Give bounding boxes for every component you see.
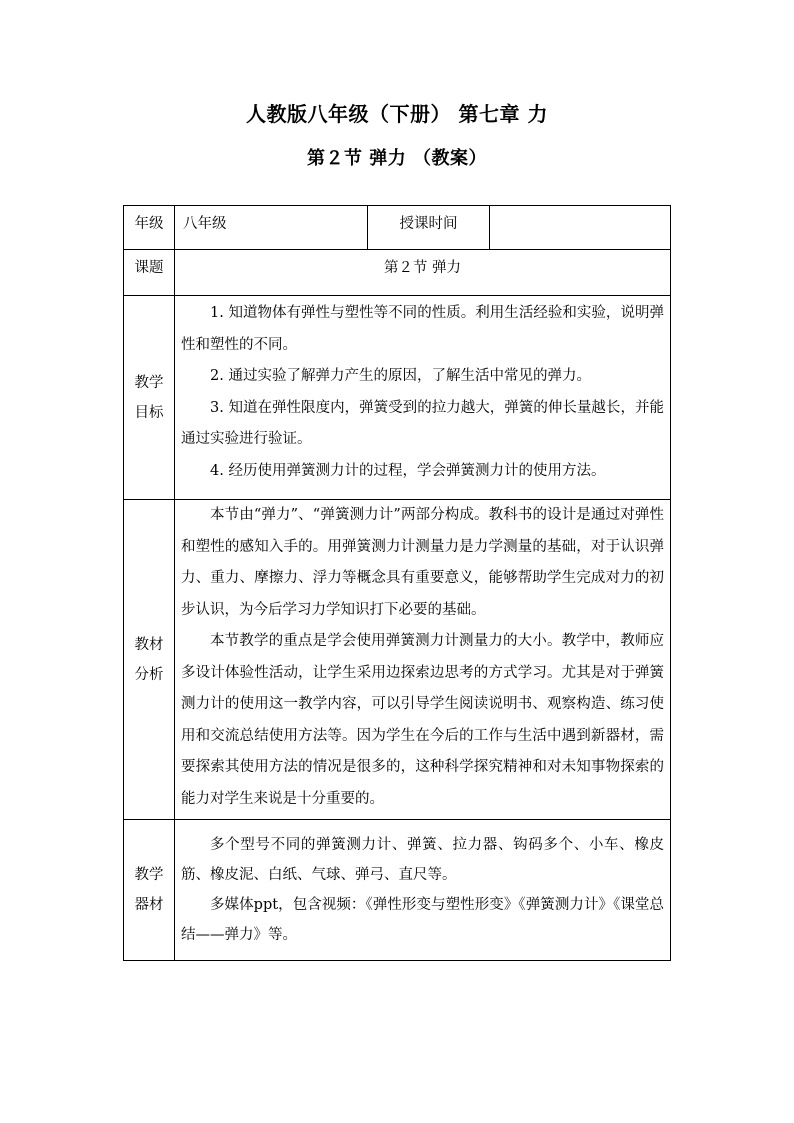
materials-cell <box>175 820 671 961</box>
class-time-label: 授课时间 <box>368 206 490 250</box>
grade-value: 八年级 <box>175 206 368 250</box>
analysis-cell <box>175 500 671 820</box>
class-time-value <box>490 206 671 250</box>
materials-label-text: 教学器材 <box>134 867 164 913</box>
materials-label <box>124 820 175 961</box>
goal-item: 3. 知道在弹性限度内，弹簧受到的拉力越大，弹簧的伸长量越长，并能通过实验进行验证。 <box>181 399 664 447</box>
goal-item: 4. 经历使用弹簧测力计的过程，学会弹簧测力计的使用方法。 <box>210 462 606 479</box>
goals-cell <box>175 296 671 500</box>
table-row-topic <box>124 250 671 296</box>
table-row-grade <box>124 206 671 250</box>
goal-item: 2. 通过实验了解弹力产生的原因，了解生活中常见的弹力。 <box>210 368 591 384</box>
materials-paragraph: 多个型号不同的弹簧测力计、弹簧、拉力器、钩码多个、小车、橡皮筋、橡皮泥、白纸、气球、弹弓、直尺等。 <box>181 837 664 883</box>
table-row-goals <box>124 296 671 500</box>
goals-label-text: 教学目标 <box>134 374 164 421</box>
table-row-analysis <box>124 500 671 820</box>
topic-label: 课题 <box>124 250 175 296</box>
analysis-label <box>124 500 175 820</box>
topic-value: 第２节 弹力 <box>175 250 671 296</box>
goals-label <box>124 296 175 500</box>
lesson-plan-table <box>123 205 671 961</box>
document-subtitle: 第２节 弹力 （教案） <box>306 148 488 169</box>
analysis-label-text: 教材分析 <box>134 636 164 683</box>
grade-label: 年级 <box>124 206 175 250</box>
analysis-paragraph: 本节由“弹力”、“弹簧测力计”两部分构成。教科书的设计是通过对弹性和塑性的感知入手的。用弹簧测力计测量力是力学测量的基础，对于认识弹力、重力、摩擦力、浮力等概念具有重要意义，能够帮助学生完成对力的初步认识，为今后学习力学知识打下必要的基础。 <box>181 507 664 618</box>
analysis-paragraph: 本节教学的重点是学会使用弹簧测力计测量力的大小。教学中，教师应多设计体验性活动，让学生采用边探索边思考的方式学习。尤其是对于弹簧测力计的使用这一教学内容，可以引导学生阅读说明书、观察构造、练习使用和交流总结使用方法等。因为学生在今后的工作与生活中遇到新器材，需要探索其使用方法的情况是很多的，这种科学探究精神和对未知事物探索的能力对学生来说是十分重要的。 <box>181 633 664 807</box>
document-title: 人教版八年级（下册） 第七章 力 <box>246 102 548 126</box>
materials-paragraph: 多媒体ppt，包含视频：《弹性形变与塑性形变》《弹簧测力计》《课堂总结——弹力》等。 <box>181 897 664 943</box>
table-row-materials <box>124 820 671 961</box>
goal-item: 1. 知道物体有弹性与塑性等不同的性质。利用生活经验和实验，说明弹性和塑性的不同。 <box>181 305 664 353</box>
